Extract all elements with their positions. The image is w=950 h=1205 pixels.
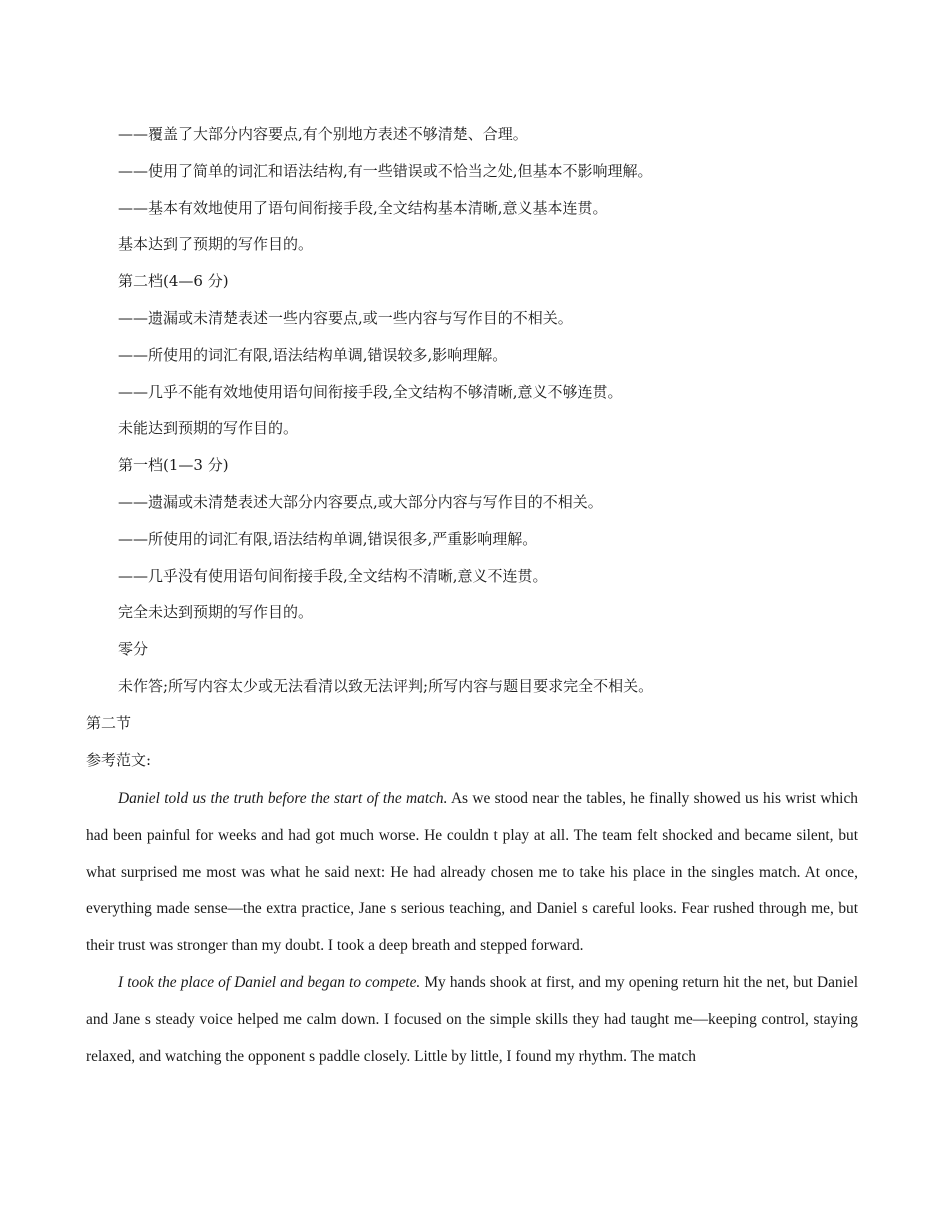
paragraph-body: As we stood near the tables, he finally showed us his wrist which had been painful for weeks and had got much worse. He couldn t play at all. The team felt shocked and became silent, but what surprised me most was what he said next: He had already chosen me to take his place in the singles match. At once, everything made sense—the extra practice, Jane s serious teaching, and Daniel s careful looks. Fear rushed through me, but their trust was stronger than my doubt. I took a deep breath and stepped forward. (86, 790, 858, 955)
criteria-line: 未作答;所写内容太少或无法看清以致无法评判;所写内容与题目要求完全不相关。 (118, 676, 654, 695)
criteria-line: ——基本有效地使用了语句间衔接手段,全文结构基本清晰,意义基本连贯。 (118, 198, 608, 217)
criteria-line: ——遗漏或未清楚表述大部分内容要点,或大部分内容与写作目的不相关。 (118, 492, 603, 511)
criteria-summary: 未能达到预期的写作目的。 (118, 419, 299, 438)
criteria-line: ——所使用的词汇有限,语法结构单调,错误较多,影响理解。 (118, 345, 508, 364)
scoring-criteria (0, 120, 950, 782)
criteria-line: ——使用了简单的词汇和语法结构,有一些错误或不恰当之处,但基本不影响理解。 (118, 161, 653, 180)
grade-heading: 第一档(1—3 分) (118, 456, 229, 475)
paragraph-body: My hands shook at first, and my opening return hit the net, but Daniel and Jane s steady voice helped me calm down. I focused on the simple skills they had taught me—keeping control, staying relaxed, and watching the opponent s paddle closely. Little by little, I found my rhythm. The match (86, 973, 858, 1065)
criteria-line: ——几乎不能有效地使用语句间衔接手段,全文结构不够清晰,意义不够连贯。 (118, 382, 623, 401)
criteria-line: ——几乎没有使用语句间衔接手段,全文结构不清晰,意义不连贯。 (118, 566, 548, 585)
criteria-summary: 完全未达到预期的写作目的。 (118, 603, 314, 622)
essay-paragraph (86, 781, 858, 965)
criteria-line: ——覆盖了大部分内容要点,有个别地方表述不够清楚、合理。 (118, 125, 528, 143)
section-heading: 第二节 (86, 713, 132, 732)
criteria-summary: 基本达到了预期的写作目的。 (118, 235, 314, 254)
grade-heading: 零分 (118, 640, 149, 659)
paragraph-lead-sentence: I took the place of Daniel and began to compete. (118, 973, 421, 991)
essay-paragraph (86, 965, 858, 1075)
sample-essay-label: 参考范文: (86, 750, 152, 769)
grade-heading: 第二档(4—6 分) (118, 272, 229, 291)
criteria-line: ——所使用的词汇有限,语法结构单调,错误很多,严重影响理解。 (118, 529, 538, 548)
paragraph-lead-sentence: Daniel told us the truth before the start of the match. (118, 790, 448, 807)
sample-essay (86, 781, 858, 1075)
criteria-line: ——遗漏或未清楚表述一些内容要点,或一些内容与写作目的不相关。 (118, 308, 573, 327)
